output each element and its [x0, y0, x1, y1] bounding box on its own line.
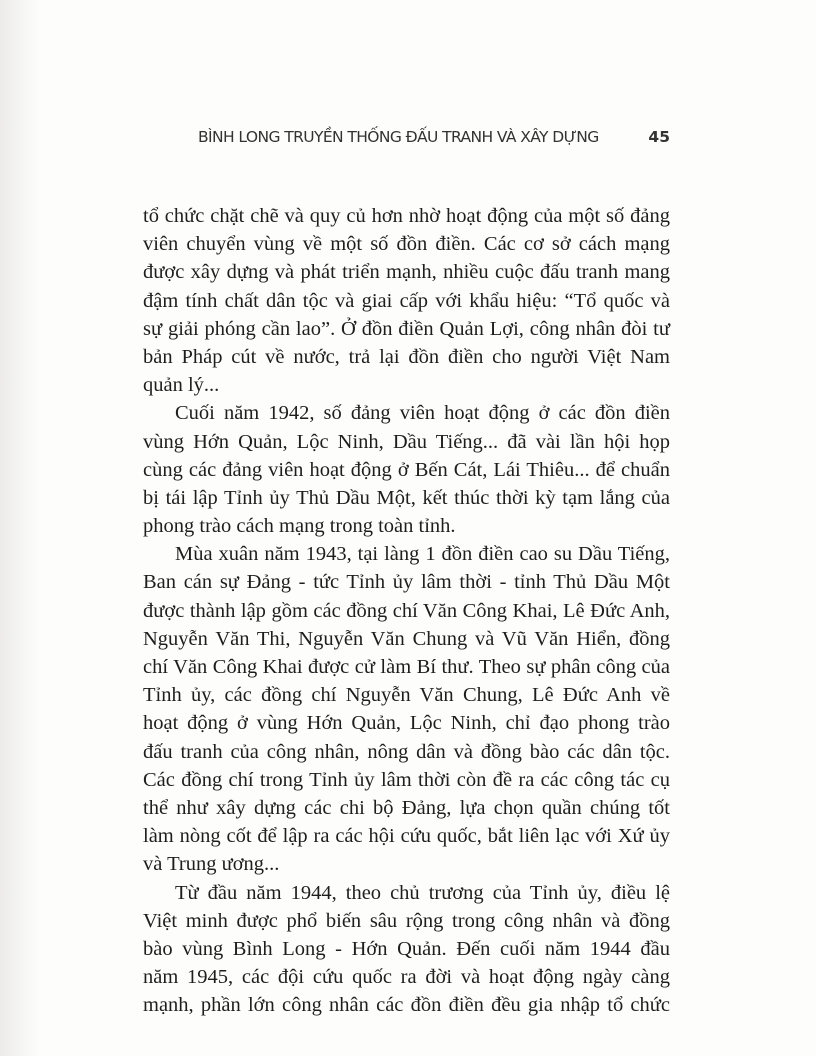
text-line: và Trung ương... — [143, 853, 280, 876]
body-text — [143, 202, 670, 1019]
text-line: năm 1945, các đội cứu quốc ra đời và hoạt động ngày càng — [143, 966, 670, 989]
text-line: thể như xây dựng các chi bộ Đảng, lựa chọn quần chúng tốt — [143, 796, 670, 819]
text-line: đấu tranh của công nhân, nông dân và đồng bào các dân tộc. — [143, 740, 670, 763]
text-line: Nguyễn Văn Thi, Nguyễn Văn Chung và Vũ Văn Hiển, đồng — [143, 627, 670, 650]
text-line: bào vùng Bình Long - Hớn Quản. Đến cuối năm 1944 đầu — [143, 937, 670, 960]
text-line: bị tái lập Tỉnh ủy Thủ Dầu Một, kết thúc thời kỳ tạm lắng của — [143, 486, 670, 509]
text-line: Ban cán sự Đảng - tức Tỉnh ủy lâm thời - tỉnh Thủ Dầu Một — [143, 571, 670, 594]
page-number: 45 — [648, 128, 670, 146]
text-line: tổ chức chặt chẽ và quy củ hơn nhờ hoạt động của một số đảng — [143, 205, 670, 227]
text-line: viên chuyển vùng về một số đồn điền. Các cơ sở cách mạng — [143, 233, 670, 256]
text-line: quản lý... — [143, 374, 220, 397]
text-line: làm nòng cốt để lập ra các hội cứu quốc, bắt liên lạc với Xứ ủy — [143, 825, 670, 848]
text-line: được thành lập gồm các đồng chí Văn Công Khai, Lê Đức Anh, — [143, 599, 670, 622]
text-line: Tỉnh ủy, các đồng chí Nguyễn Văn Chung, Lê Đức Anh về — [143, 684, 670, 707]
text-line: cùng các đảng viên hoạt động ở Bến Cát, Lái Thiêu... để chuẩn — [143, 458, 670, 481]
text-line: mạnh, phần lớn công nhân các đồn điền đều gia nhập tổ chức — [143, 994, 670, 1017]
page-edge-shadow — [0, 0, 40, 1056]
text-line: Các đồng chí trong Tỉnh ủy lâm thời còn đề ra các công tác cụ — [143, 768, 670, 791]
text-line: Việt minh được phổ biến sâu rộng trong công nhân và đồng — [143, 909, 670, 932]
text-line: được xây dựng và phát triển mạnh, nhiều cuộc đấu tranh mang — [143, 261, 670, 284]
running-header-title: BÌNH LONG TRUYỀN THỐNG ĐẤU TRANH VÀ XÂY DỰNG — [198, 128, 599, 146]
text-line: vùng Hớn Quản, Lộc Ninh, Dầu Tiếng... đã vài lần hội họp — [143, 430, 670, 453]
text-line: đậm tính chất dân tộc và giai cấp với khẩu hiệu: “Tổ quốc và — [143, 289, 670, 312]
text-line: sự giải phóng cần lao”. Ở đồn điền Quản Lợi, công nhân đòi tư — [143, 317, 670, 340]
running-header — [198, 128, 670, 146]
text-line: chí Văn Công Khai được cử làm Bí thư. Theo sự phân công của — [143, 656, 670, 678]
text-line: Cuối năm 1942, số đảng viên hoạt động ở các đồn điền — [175, 402, 670, 425]
text-line: bản Pháp cút về nước, trả lại đồn điền cho người Việt Nam — [143, 345, 670, 368]
text-line: Mùa xuân năm 1943, tại làng 1 đồn điền cao su Dầu Tiếng, — [175, 543, 670, 566]
text-line: phong trào cách mạng trong toàn tỉnh. — [143, 515, 456, 538]
text-line: hoạt động ở vùng Hớn Quản, Lộc Ninh, chỉ đạo phong trào — [143, 712, 670, 735]
text-line: Từ đầu năm 1944, theo chủ trương của Tỉnh ủy, điều lệ — [175, 881, 670, 904]
